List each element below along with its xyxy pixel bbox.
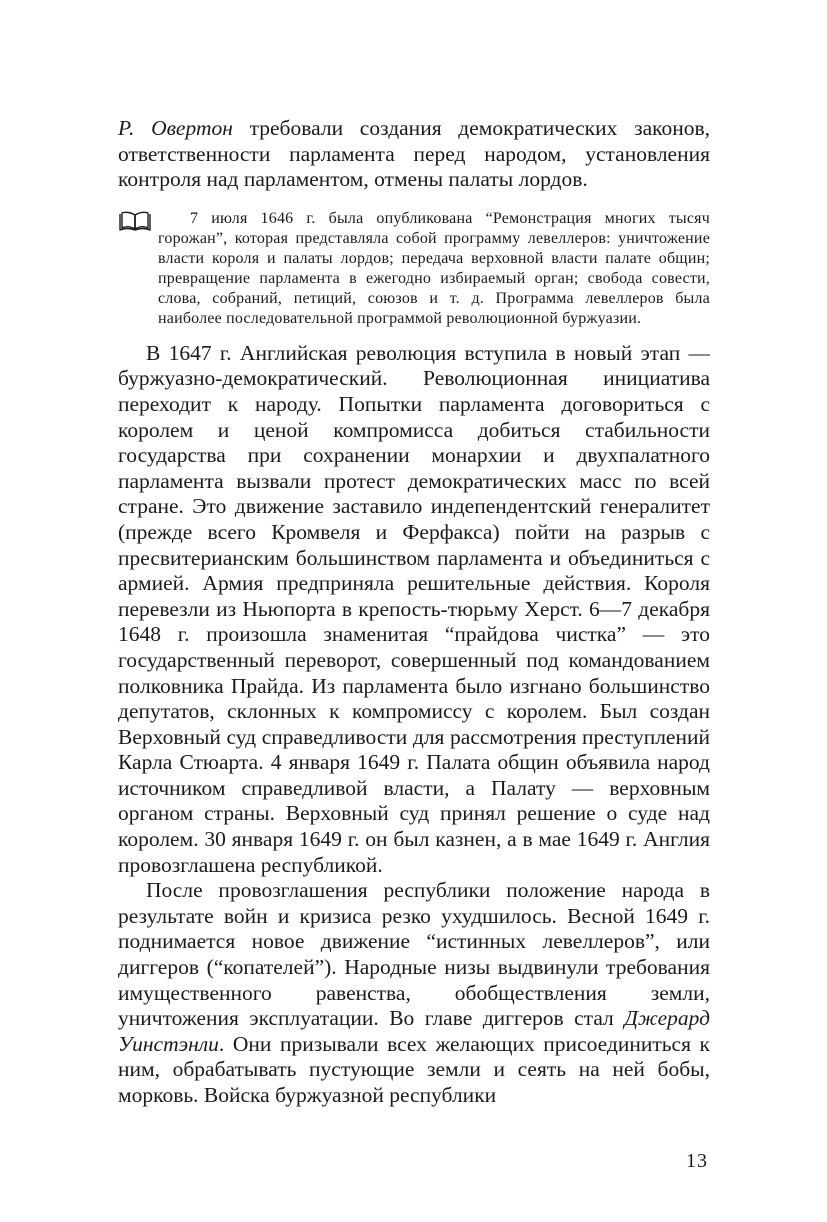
page-body xyxy=(118,116,710,1109)
open-book-icon xyxy=(118,211,152,233)
intro-paragraph xyxy=(118,116,710,193)
person-name-overton: Р. Овертон xyxy=(118,116,233,140)
diggers-text-before: После провозглашения республики положение народа в результате войн и кризиса резко ухудшилось. Весной 1649 г. поднимается новое движение “истинных левеллеров”, или диггеров (“копателей”). Народные низы выдвинули требования имущественного равенства, обобществления земли, уничтожения эксплуатации. Во главе диггеров стал xyxy=(118,878,710,1031)
paragraph-diggers xyxy=(118,878,710,1108)
paragraph-revolution-1647: В 1647 г. Английская революция вступила в новый этап — буржуазно-демократический. Революционная инициатива переходит к народу. Попытки парламента договориться с королем и ценой компромисса добиться стабильности государства при сохранении монархии и двухпалатного парламента вызвали протест демократических масс по всей стране. Это движение заставило индепендентский генералитет (прежде всего Кромвеля и Ферфакса) пойти на разрыв с пресвитерианским большинством парламента и объединиться с армией. Армия предприняла решительные действия. Короля перевезли из Ньюпорта в крепость-тюрьму Херст. 6—7 декабря 1648 г. произошла знаменитая “прайдова чистка” — это государственный переворот, совершенный под командованием полковника Прайда. Из парламента было изгнано большинство депутатов, склонных к компромиссу с королем. Был создан Верховный суд справедливости для рассмотрения преступлений Карла Стюарта. 4 января 1649 г. Палата общин объявила народ источником справедливой власти, а Палату — верховным органом страны. Верховный суд принял решение о суде над королем. 30 января 1649 г. он был казнен, а в мае 1649 г. Англия провозглашена республикой. xyxy=(118,340,710,877)
info-note xyxy=(118,209,710,329)
intro-text: требовали создания демократических законов, ответственности парламента перед народом, установления контроля над парламентом, отмены палаты лордов. xyxy=(118,116,710,192)
diggers-text-after: . Они призывали всех желающих присоединиться к ним, обрабатывать пустующие земли и сеять на ней бобы, морковь. Войска буржуазной республики xyxy=(118,1031,710,1107)
note-text: 7 июля 1646 г. была опубликована “Ремонстрация многих тысяч горожан”, которая представляла собой программу левеллеров: уничтожение власти короля и палаты лордов; передача верховной власти палате общин; превращение парламента в ежегодно избираемый орган; свобода совести, слова, собраний, петиций, союзов и т. д. Программа левеллеров была наиболее последовательной программой революционной буржуазии. xyxy=(158,209,710,327)
page-number: 13 xyxy=(686,1150,708,1172)
person-name-winstanley: Джерард Уинстэнли xyxy=(118,1006,710,1056)
